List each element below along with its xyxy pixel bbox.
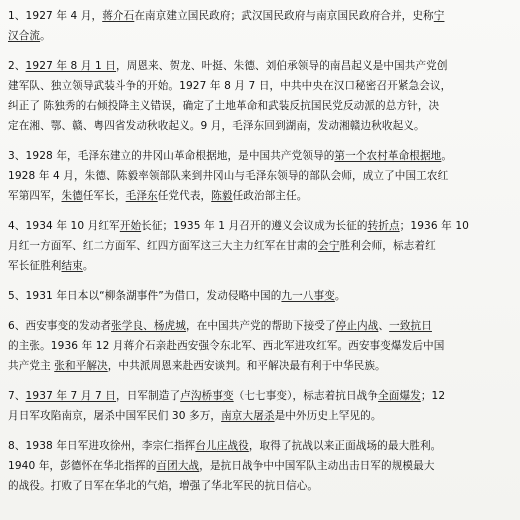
text-segment: 在南京建立国民政府；武汉国民政府与南京国民政府合并，史称 xyxy=(134,10,434,22)
text-line xyxy=(8,146,510,166)
underlined-key-term: 第一个农村革命根据地 xyxy=(334,150,442,162)
text-segment: 任政治部主任。 xyxy=(232,190,308,202)
text-segment: ；1936 年 10 xyxy=(399,220,470,232)
text-segment: 胜利会师，标志着红 xyxy=(339,240,436,252)
text-segment: 。 xyxy=(82,260,94,272)
text-segment: 军长征胜利 xyxy=(8,260,62,272)
text-segment: 定在湘、鄂、赣、粤四省发动秋收起义。9 月，毛泽东回到湖南，发动湘赣边秋收起义。 xyxy=(8,120,425,132)
underlined-key-term: 朱德 xyxy=(61,190,83,202)
text-line xyxy=(8,186,510,206)
paragraph-2 xyxy=(8,56,510,136)
text-segment: 纠正了 陈独秀的右倾投降主义错误，确定了土地革命和武装反抗国民党反动派的总方针，决 xyxy=(8,100,440,112)
text-line xyxy=(8,6,510,26)
text-segment: 。 xyxy=(334,290,346,302)
paragraph-gap xyxy=(8,46,510,56)
text-line xyxy=(8,166,510,186)
underlined-key-term: 陈毅 xyxy=(211,190,233,202)
text-segment: 月日军攻陷南京，屠杀中国军民们 30 多万， xyxy=(8,410,222,422)
paragraph-gap xyxy=(8,136,510,146)
text-line xyxy=(8,336,510,356)
text-segment: 5、1931 年日本以“柳条湖事件”为借口，发动侵略中国的 xyxy=(8,290,282,302)
underlined-key-term: 会宁 xyxy=(318,240,340,252)
underlined-key-term: 停止内战 xyxy=(335,320,379,332)
text-segment: 8、1938 年日军进攻徐州，李宗仁指挥 xyxy=(8,440,196,452)
text-segment: 任党代表， xyxy=(157,190,212,202)
underlined-key-term: 结束 xyxy=(61,260,83,272)
text-segment: 1、1927 年 4 月， xyxy=(8,10,103,22)
text-line xyxy=(8,216,510,236)
underlined-key-term: 转折点 xyxy=(367,220,400,232)
underlined-key-term: 汉合流 xyxy=(8,30,41,42)
underlined-key-term: 卢沟桥事变 xyxy=(180,390,234,402)
text-line xyxy=(8,386,510,406)
paragraph-gap xyxy=(8,376,510,386)
text-line xyxy=(8,456,510,476)
text-line xyxy=(8,96,510,116)
text-segment: 的战役。打败了日军在华北的气焰，增强了华北军民的抗日信心。 xyxy=(8,480,319,492)
paragraph-5 xyxy=(8,286,510,306)
text-line xyxy=(8,476,510,496)
paragraph-3 xyxy=(8,146,510,206)
text-segment: 任军长， xyxy=(82,190,126,202)
text-segment: ，是抗日战争中中国军队主动出击日军的规模最大 xyxy=(199,460,435,472)
text-segment: ，周恩来、贺龙、叶挺、朱德、刘伯承领导的南昌起义是中国共产党创 xyxy=(116,60,448,72)
text-segment: 建军队、独立领导武装斗争的开始。1927 年 8 月 7 日，中共中央在汉口秘密召开紧急会议， xyxy=(8,80,452,92)
text-segment: ，日军制造了 xyxy=(116,390,181,402)
text-line xyxy=(8,356,510,376)
text-segment: 长征；1935 年 1 月召开的遵义会议成为长征的 xyxy=(141,220,368,232)
underlined-key-term: 1937 年 7 月 7 日 xyxy=(25,390,117,402)
text-segment: 2、 xyxy=(8,60,26,72)
underlined-key-term: 全面爆发 xyxy=(378,390,421,402)
text-segment: 共产党主 xyxy=(8,360,55,372)
underlined-key-term: 毛泽东 xyxy=(125,190,158,202)
text-segment: 是中外历史上罕见的。 xyxy=(274,410,382,422)
text-line xyxy=(8,26,510,46)
paragraph-6 xyxy=(8,316,510,376)
underlined-key-term: 张学良、杨虎城 xyxy=(111,320,186,332)
text-line xyxy=(8,56,510,76)
text-segment: 1940 年，彭德怀在华北指挥的 xyxy=(8,460,157,472)
text-segment: 月红一方面军、红二方面军、红四方面军这三大主力红军在甘肃的 xyxy=(8,240,319,252)
text-segment: 的主张。1936 年 12 月蒋介石亲赴西安强令东北军、西北军进攻红军。西安事变爆发后中国 xyxy=(8,340,445,352)
text-segment: ，在中国共产党的帮助下接受了 xyxy=(185,320,336,332)
text-segment: 。 xyxy=(441,150,453,162)
text-line xyxy=(8,436,510,456)
underlined-key-term: 九一八事变 xyxy=(281,290,335,302)
text-line xyxy=(8,286,510,306)
text-segment: 军第四军， xyxy=(8,190,62,202)
underlined-key-term: 蒋介石 xyxy=(102,10,135,22)
text-segment: ；12 xyxy=(420,390,446,402)
text-segment: 6、西安事变的发动者 xyxy=(8,320,112,332)
underlined-key-term: 南京大屠杀 xyxy=(221,410,275,422)
text-segment: 、 xyxy=(378,320,390,332)
paragraph-1 xyxy=(8,6,510,46)
text-line xyxy=(8,236,510,256)
paragraph-gap xyxy=(8,306,510,316)
underlined-key-term: 百团大战 xyxy=(156,460,200,472)
underlined-key-term: 台儿庄战役 xyxy=(195,440,249,452)
text-segment: （七七事变），标志着抗日战争 xyxy=(233,390,379,402)
paragraph-gap xyxy=(8,206,510,216)
text-line xyxy=(8,316,510,336)
text-line xyxy=(8,76,510,96)
paragraph-gap xyxy=(8,276,510,286)
paragraph-8 xyxy=(8,436,510,496)
text-line xyxy=(8,406,510,426)
paragraph-7 xyxy=(8,386,510,426)
text-line xyxy=(8,256,510,276)
text-segment: ，取得了抗战以来正面战场的最大胜利。 xyxy=(248,440,442,452)
text-segment: ，中共派周恩来赴西安谈判。和平解决最有利于中华民族。 xyxy=(107,360,386,372)
underlined-key-term: 1927 年 8 月 1 日 xyxy=(25,60,117,72)
underlined-key-term: 宁 xyxy=(433,10,445,22)
text-segment: 7、 xyxy=(8,390,26,402)
underlined-key-term: 一致抗日 xyxy=(389,320,432,332)
text-segment: 4、1934 年 10 月红军 xyxy=(8,220,120,232)
text-segment: 。 xyxy=(40,30,51,42)
text-line xyxy=(8,116,510,136)
paragraph-gap xyxy=(8,426,510,436)
underlined-key-term: 开始 xyxy=(119,220,142,232)
text-segment: 1928 年 4 月，朱德、陈毅率领部队来到井冈山与毛泽东领导的部队会师，成立了中国工农红 xyxy=(8,170,449,182)
text-segment: 3、1928 年，毛泽东建立的井冈山革命根据地，是中国共产党领导的 xyxy=(8,150,335,162)
underlined-key-term: 张和平解决 xyxy=(54,360,108,372)
paragraph-4 xyxy=(8,216,510,276)
